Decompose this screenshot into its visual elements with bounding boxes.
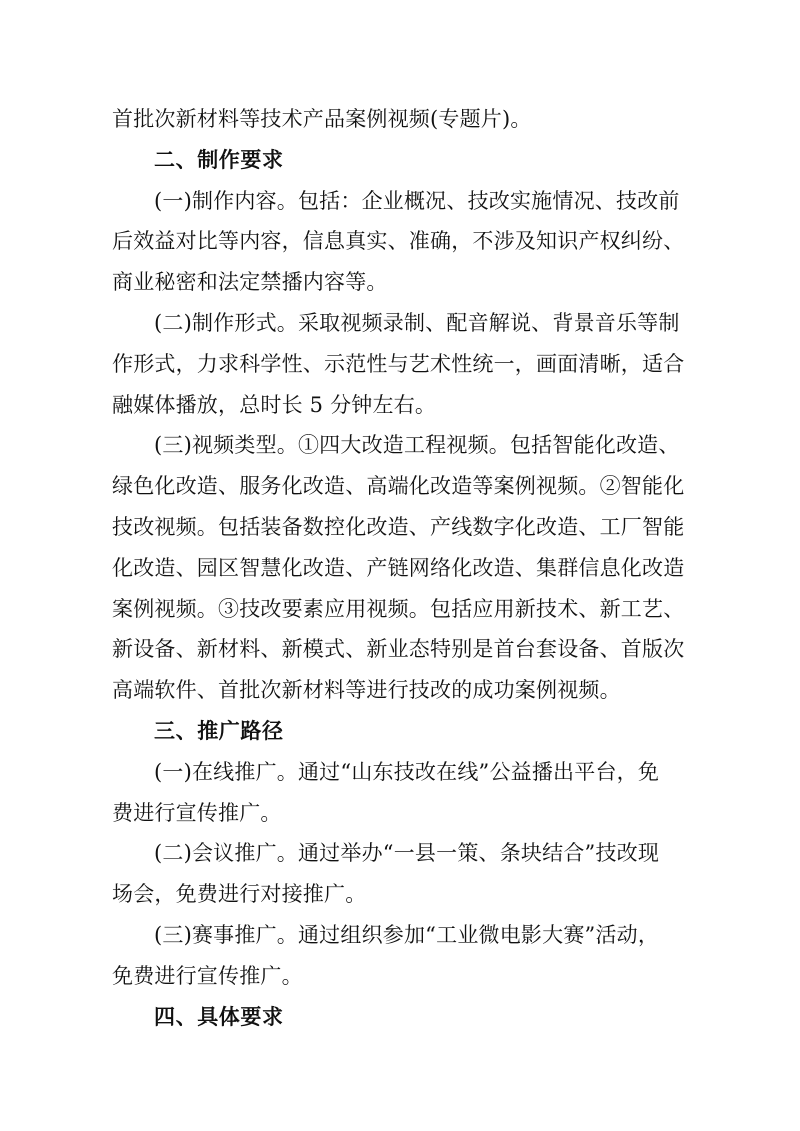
meeting-promotion-line-1: (二)会议推广。通过举办“一县一策、条块结合”技改现 — [154, 841, 660, 866]
competition-promotion-line-2: 免费进行宣传推广。 — [112, 963, 303, 988]
section-heading-specific-requirements: 四、具体要求 — [154, 1004, 284, 1029]
production-form-line-3: 融媒体播放，总时长 5 分钟左右。 — [112, 392, 437, 417]
document-body — [112, 99, 694, 1037]
meeting-promotion-line-2: 场会，免费进行对接推广。 — [112, 882, 367, 907]
production-content-line-1: (一)制作内容。包括：企业概况、技改实施情况、技改前 — [154, 188, 680, 213]
production-content-line-2: 后效益对比等内容，信息真实、准确，不涉及知识产权纠纷、 — [112, 229, 685, 254]
section-heading-promotion-paths: 三、推广路径 — [154, 718, 284, 743]
production-form-line-1: (二)制作形式。采取视频录制、配音解说、背景音乐等制 — [154, 310, 680, 335]
video-type-line-2: 绿色化改造、服务化改造、高端化改造等案例视频。②智能化 — [112, 474, 685, 499]
paragraph-continuation-line: 首批次新材料等技术产品案例视频(专题片)。 — [112, 107, 532, 131]
section-heading-production-requirements: 二、制作要求 — [154, 147, 284, 172]
video-type-line-5: 案例视频。③技改要素应用视频。包括应用新技术、新工艺、 — [112, 596, 685, 621]
production-content-line-3: 商业秘密和法定禁播内容等。 — [112, 270, 388, 295]
video-type-line-3: 技改视频。包括装备数控化改造、产线数字化改造、工厂智能 — [112, 514, 685, 539]
production-form-line-2: 作形式，力求科学性、示范性与艺术性统一，画面清晰，适合 — [112, 351, 685, 376]
video-type-line-6: 新设备、新材料、新模式、新业态特别是首台套设备、首版次 — [112, 637, 685, 662]
competition-promotion-line-1: (三)赛事推广。通过组织参加“工业微电影大赛”活动， — [154, 922, 660, 947]
online-promotion-line-2: 费进行宣传推广。 — [112, 800, 282, 825]
video-type-line-1: (三)视频类型。①四大改造工程视频。包括智能化改造、 — [154, 433, 680, 458]
video-type-line-7: 高端软件、首批次新材料等进行技改的成功案例视频。 — [112, 678, 621, 703]
online-promotion-line-1: (一)在线推广。通过“山东技改在线”公益播出平台，免 — [154, 759, 660, 784]
video-type-line-4: 化改造、园区智慧化改造、产链网络化改造、集群信息化改造 — [112, 555, 685, 580]
